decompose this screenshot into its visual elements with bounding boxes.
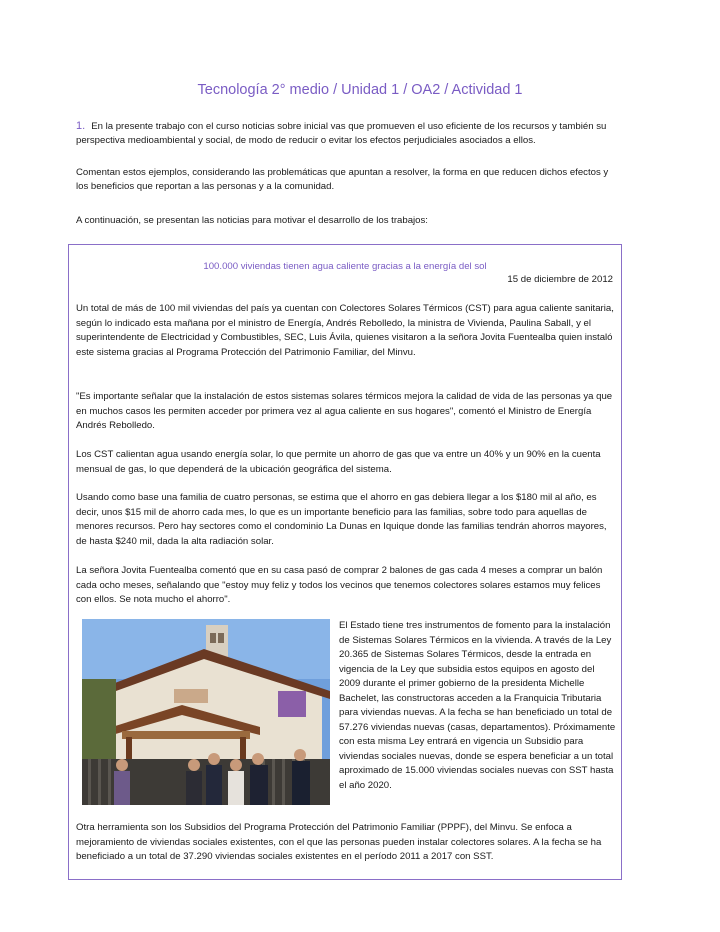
news-article-box bbox=[68, 244, 622, 880]
page-title: Tecnología 2° medio / Unidad 1 / OA2 / Actividad 1 bbox=[197, 82, 523, 98]
news-paragraph-4: Usando como base una familia de cuatro personas, se estima que el ahorro en gas debiera llegar a los $180 mil al año, es decir, unos $15 mil de ahorro cada mes, lo que es un importante beneficio para las familias, sobre todo para aquellas de menores recursos. Pero hay sectores como el condominio La Dunas en Iquique donde las familias tendrán ahorros mayores, de hasta $240 mil, dada la alta radiación solar. bbox=[76, 492, 607, 547]
intro-paragraph-2: Comentan estos ejemplos, considerando las problemáticas que apuntan a resolver, la forma en que reducen dichos efectos y los beneficios que reportan a las personas y a la comunidad. bbox=[76, 167, 609, 192]
intro-text-1: En la presente trabajo con el curso noticias sobre inicial vas que promueven el uso eficiente de los recursos y también su perspectiva medioambiental y social, de modo de reducir o evitar los efectos perjudiciales asociados a ellos. bbox=[76, 121, 607, 146]
news-date: 15 de diciembre de 2012 bbox=[507, 274, 613, 285]
list-number: 1. bbox=[76, 120, 86, 132]
news-paragraph-5: La señora Jovita Fuentealba comentó que en su casa pasó de comprar 2 balones de gas cada 4 meses a comprar un balón cada ocho meses, señalando que "estoy muy feliz y todos los vecinos que tenemos colectores solares estamos muy felices con ellos. Se nota mucho el ahorro". bbox=[76, 565, 603, 605]
intro-paragraph-3: A continuación, se presentan las noticias para motivar el desarrollo de los trabajos: bbox=[76, 215, 428, 226]
house-photo bbox=[82, 619, 330, 805]
news-paragraph-1: Un total de más de 100 mil viviendas del país ya cuentan con Colectores Solares Térmicos (CST) para agua caliente sanitaria, según lo indicado esta mañana por el ministro de Energía, Andrés Rebolledo, la ministra de Vivienda, Paulina Saball, y el superintendente de Electricidad y Combustibles, SEC, Luis Ávila, quienes visitaron a la señora Jovita Fuentealba quien instaló este sistema gracias al Programa Protección del Patrimonio Familiar, del Minvu. bbox=[76, 303, 614, 358]
news-side-paragraph: El Estado tiene tres instrumentos de fomento para la instalación de Sistemas Solares Térmicos en la vivienda. A través de la Ley 20.365 de Sistemas Solares Térmicos, desde la entrada en vigencia de la Ley que subsidia estos equipos en agosto del 2009 durante el primer gobierno de la presidenta Michelle Bachelet, las constructoras acceden a la Franquicia Tributaria para viviendas nuevas. A la fecha se han beneficiado un total de 57.276 viviendas nuevas (casas, departamentos). Próximamente con esta misma Ley entrará en vigencia un Subsidio para viviendas sociales nuevas, donde se espera beneficiar a un total aproximado de 15.000 viviendas sociales nuevas con SST hasta el año 2020. bbox=[339, 620, 616, 791]
news-paragraph-6: Otra herramienta son los Subsidios del Programa Protección del Patrimonio Familiar (PPPF), del Minvu. Se enfoca a mejoramiento de viviendas sociales existentes, con el que las personas pueden instalar colectores solares. A la fecha se ha beneficiado a un total de 37.290 viviendas sociales existentes en el período 2011 a 2017 con SST. bbox=[76, 822, 602, 862]
news-headline: 100.000 viviendas tienen agua caliente gracias a la energía del sol bbox=[203, 261, 487, 272]
news-paragraph-2: "Es importante señalar que la instalación de estos sistemas solares térmicos mejora la calidad de vida de las personas ya que en muchos casos les permiten acceder por primera vez al agua caliente en sus hogares", comentó el Ministro de Energía Andrés Rebolledo. bbox=[76, 391, 613, 431]
intro-paragraph-1 bbox=[76, 120, 622, 147]
news-paragraph-3: Los CST calientan agua usando energía solar, lo que permite un ahorro de gas que va entre un 40% y un 90% en la cuenta mensual de gas, lo que dependerá de la ubicación geográfica del sistema. bbox=[76, 449, 601, 475]
